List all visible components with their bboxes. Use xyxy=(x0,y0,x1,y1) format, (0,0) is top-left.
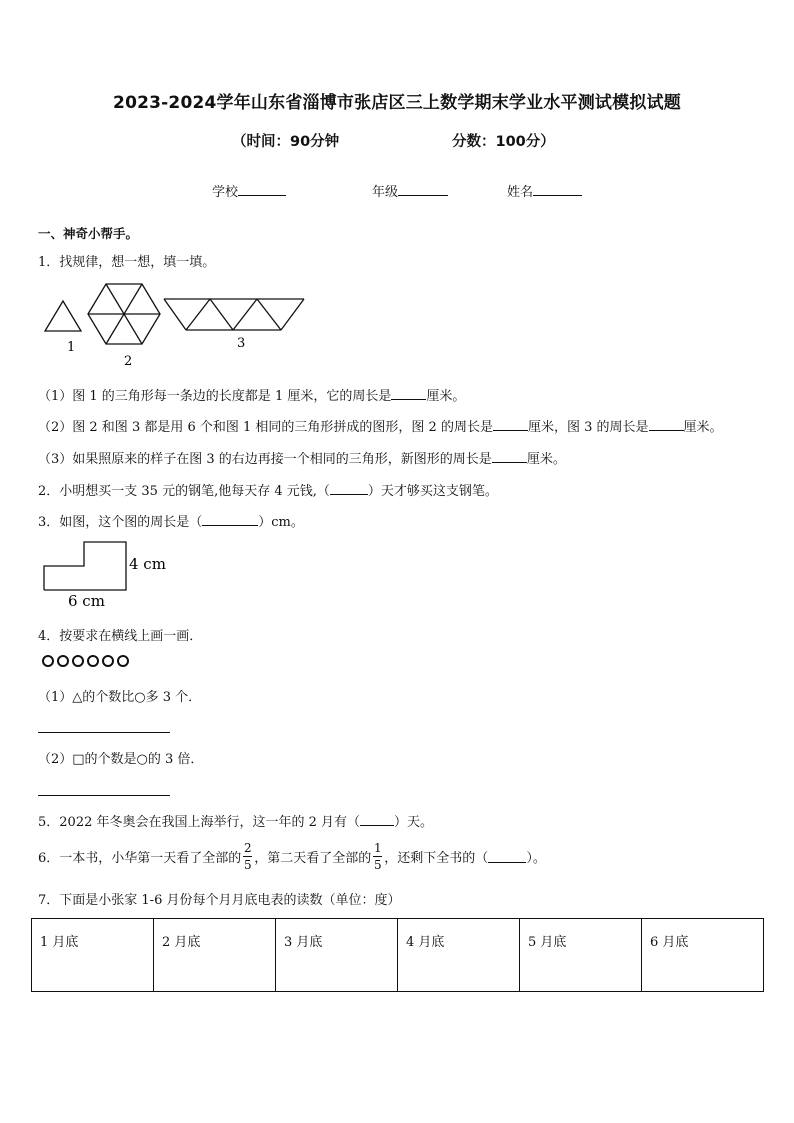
figure-1-triangle xyxy=(45,301,81,331)
q5-text-end: ）天。 xyxy=(394,815,434,830)
fraction-two-fifths xyxy=(243,842,252,871)
q3-width-label: 6 cm xyxy=(68,592,105,610)
q1-part3-text: （3）如果照原来的样子在图 3 的右边再接一个相同的三角形，新图形的周长是 xyxy=(38,452,492,467)
table-cell-month-6: 6 月底 xyxy=(642,919,764,992)
q3-figure xyxy=(40,538,180,612)
figure-2-label: 2 xyxy=(124,354,133,369)
q6-blank[interactable] xyxy=(488,850,526,863)
q1-part1 xyxy=(38,385,465,404)
q7-stem: 7．下面是小张家 1-6 月份每个月月底电表的读数（单位：度） xyxy=(38,893,401,908)
fraction-numerator: 2 xyxy=(243,840,252,855)
q1-stem: 1．找规律，想一想，填一填。 xyxy=(38,255,216,270)
q1-part3-blank[interactable] xyxy=(492,450,527,463)
exam-score: 分数：100分） xyxy=(452,134,555,150)
circle-icon xyxy=(103,656,113,666)
exam-time: （时间：90分钟 xyxy=(232,134,340,150)
figure-1-label: 1 xyxy=(67,340,76,355)
name-label: 姓名 xyxy=(507,185,534,200)
q3-blank[interactable] xyxy=(202,513,258,526)
q4-part2-answer-line[interactable] xyxy=(38,795,170,796)
q1-part3-unit: 厘米。 xyxy=(526,452,566,467)
q6-text-mid: ，第二天看了全部的 xyxy=(254,850,372,866)
table-cell-month-5: 5 月底 xyxy=(520,919,642,992)
q6-text-close: ）。 xyxy=(526,850,546,866)
q5-text: 5．2022 年冬奥会在我国上海举行，这一年的 2 月有（ xyxy=(38,815,361,830)
q1-part2-text: （2）图 2 和图 3 都是用 6 个和图 1 相同的三角形拼成的图形，图 2 的周长是 xyxy=(38,420,493,435)
figure-2-hexagon xyxy=(88,284,160,344)
q2-text: 2．小明想买一支 35 元的钢笔,他每天存 4 元钱,（ xyxy=(38,484,330,499)
table-cell-month-4: 4 月底 xyxy=(398,919,520,992)
q1-figures xyxy=(40,283,310,371)
fraction-denominator: 5 xyxy=(373,857,382,872)
school-field[interactable] xyxy=(212,181,286,200)
q6 xyxy=(38,837,546,875)
table-row xyxy=(32,919,764,992)
grade-blank[interactable] xyxy=(398,183,448,196)
q4-part1: （1）△的个数比○多 3 个． xyxy=(38,690,202,705)
q1-part1-blank[interactable] xyxy=(391,387,426,400)
q1-part2-blank-1[interactable] xyxy=(493,418,528,431)
q6-text-end: ，还剩下全书的（ xyxy=(384,850,489,866)
school-label: 学校 xyxy=(212,185,239,200)
fraction-numerator: 1 xyxy=(373,840,382,855)
q1-part2-blank-2[interactable] xyxy=(649,418,684,431)
q4-circles xyxy=(40,651,140,671)
q6-text: 6．一本书，小华第一天看了全部的 xyxy=(38,850,242,866)
circle-icon xyxy=(73,656,83,666)
q1-part2-mid: 厘米，图 3 的周长是 xyxy=(527,420,649,435)
q5-blank[interactable] xyxy=(360,813,394,826)
q5 xyxy=(38,811,433,830)
q1-part1-text: （1）图 1 的三角形每一条边的长度都是 1 厘米，它的周长是 xyxy=(38,389,392,404)
q3-text-end: ）cm。 xyxy=(258,515,304,530)
school-blank[interactable] xyxy=(238,183,286,196)
q2 xyxy=(38,480,498,499)
q1-part1-unit: 厘米。 xyxy=(426,389,466,404)
q3-step-shape xyxy=(44,542,126,590)
table-cell-month-1: 1 月底 xyxy=(32,919,154,992)
q3-height-label: 4 cm xyxy=(129,555,166,573)
circle-icon xyxy=(43,656,53,666)
meter-reading-table xyxy=(31,918,764,992)
grade-label: 年级 xyxy=(372,185,399,200)
name-field[interactable] xyxy=(507,181,582,200)
section-heading: 一、神奇小帮手。 xyxy=(38,226,139,241)
q4-part1-answer-line[interactable] xyxy=(38,732,170,733)
name-blank[interactable] xyxy=(533,183,582,196)
figure-3-label: 3 xyxy=(237,336,246,351)
fraction-denominator: 5 xyxy=(243,857,252,872)
q4-stem: 4．按要求在横线上画一画． xyxy=(38,629,203,644)
grade-field[interactable] xyxy=(372,181,448,200)
table-cell-month-3: 3 月底 xyxy=(276,919,398,992)
q3 xyxy=(38,511,304,530)
figure-3-strip xyxy=(164,299,304,330)
q2-blank[interactable] xyxy=(330,482,368,495)
q4-part2: （2）□的个数是○的 3 倍． xyxy=(38,752,204,767)
q1-part2-unit: 厘米。 xyxy=(683,420,723,435)
fraction-one-fifth xyxy=(373,842,382,871)
circle-icon xyxy=(88,656,98,666)
q1-part2 xyxy=(38,416,723,435)
circle-icon xyxy=(58,656,68,666)
q1-part3 xyxy=(38,448,566,467)
page-title: 2023-2024学年山东省淄博市张店区三上数学期末学业水平测试模拟试题 xyxy=(113,93,681,113)
q2-text-end: ）天才够买这支钢笔。 xyxy=(367,484,498,499)
circle-icon xyxy=(118,656,128,666)
q3-text: 3．如图，这个图的周长是（ xyxy=(38,515,203,530)
table-cell-month-2: 2 月底 xyxy=(154,919,276,992)
